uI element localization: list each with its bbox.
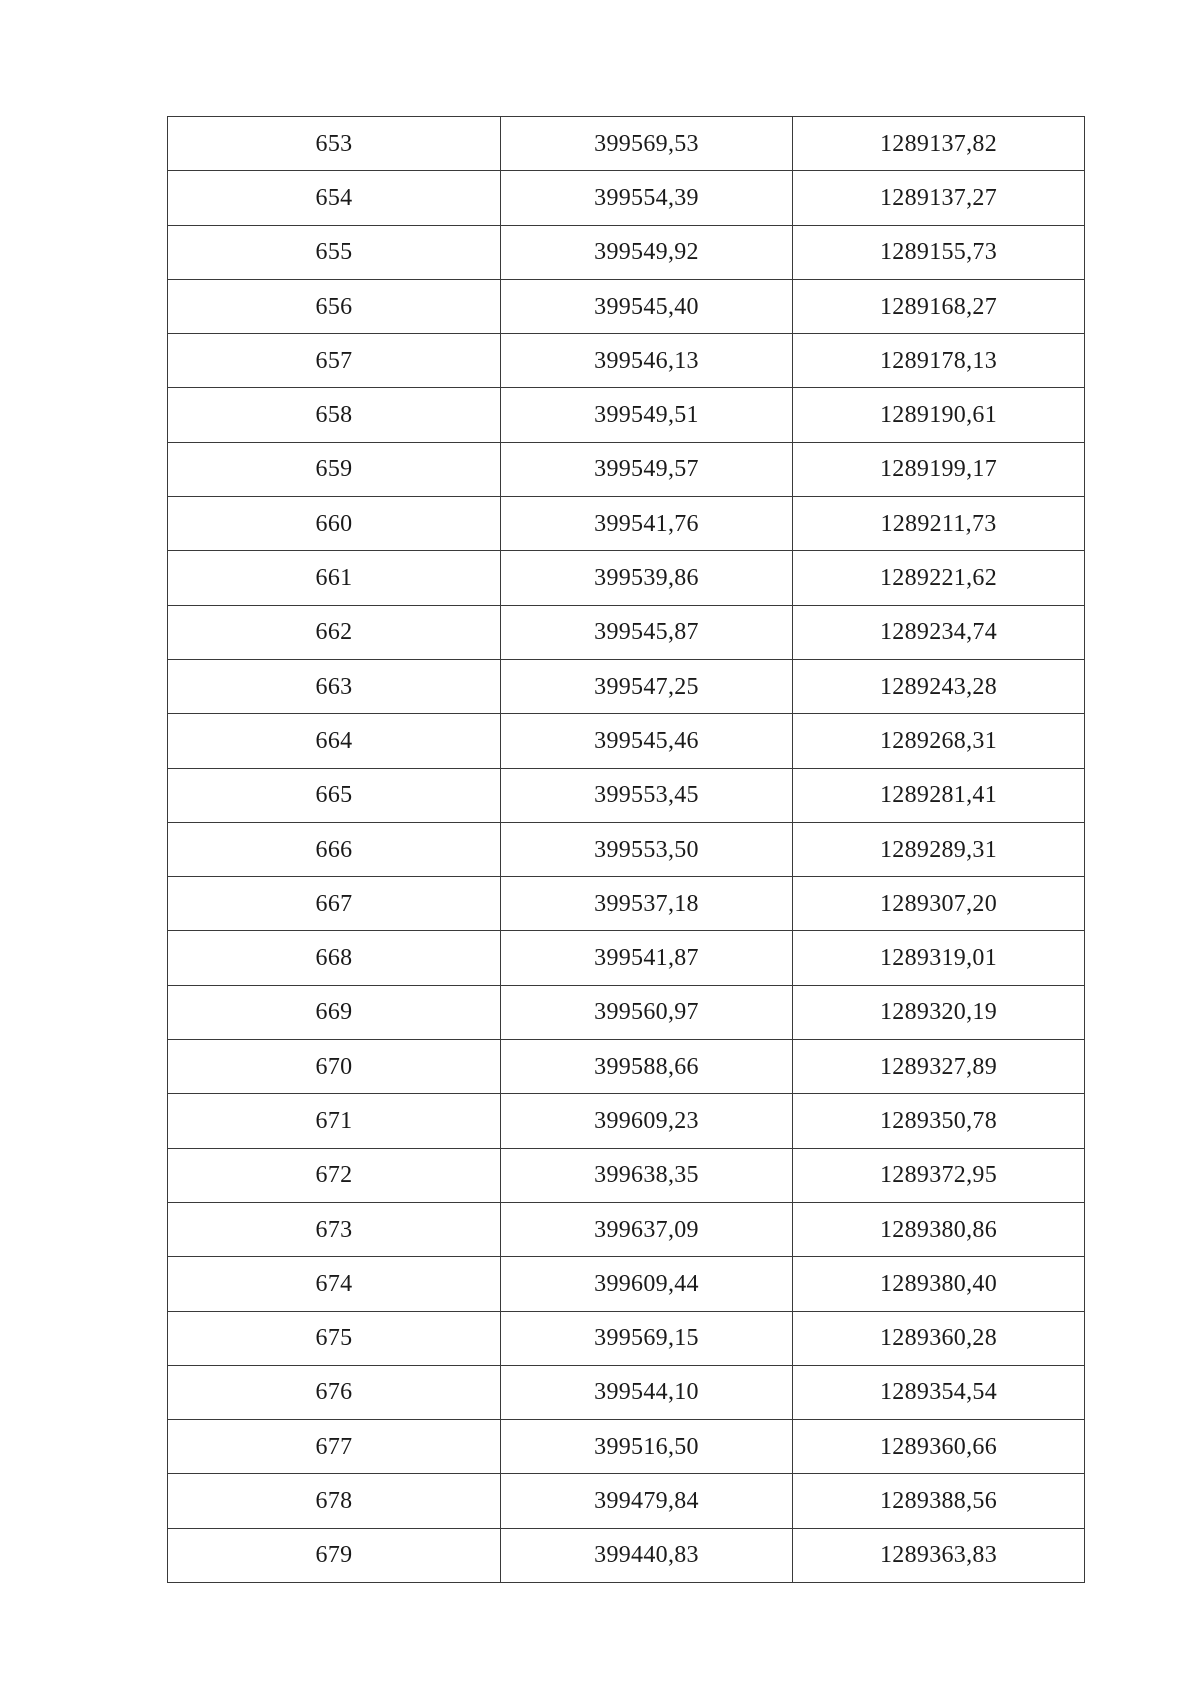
x-coordinate-cell: 399537,18 <box>501 877 793 931</box>
table-row <box>168 117 1085 171</box>
table-row <box>168 985 1085 1039</box>
point-number-cell: 664 <box>168 714 501 768</box>
table-row <box>168 931 1085 985</box>
x-coordinate-cell: 399588,66 <box>501 1040 793 1094</box>
y-coordinate-cell: 1289360,66 <box>793 1420 1085 1474</box>
y-coordinate-cell: 1289307,20 <box>793 877 1085 931</box>
x-coordinate-cell: 399545,87 <box>501 605 793 659</box>
x-coordinate-cell: 399553,50 <box>501 822 793 876</box>
point-number-cell: 666 <box>168 822 501 876</box>
table-row <box>168 334 1085 388</box>
table-row <box>168 497 1085 551</box>
point-number-cell: 673 <box>168 1202 501 1256</box>
point-number-cell: 671 <box>168 1094 501 1148</box>
x-coordinate-cell: 399539,86 <box>501 551 793 605</box>
table-row <box>168 225 1085 279</box>
x-coordinate-cell: 399554,39 <box>501 171 793 225</box>
x-coordinate-cell: 399479,84 <box>501 1474 793 1528</box>
point-number-cell: 677 <box>168 1420 501 1474</box>
y-coordinate-cell: 1289354,54 <box>793 1365 1085 1419</box>
point-number-cell: 670 <box>168 1040 501 1094</box>
point-number-cell: 654 <box>168 171 501 225</box>
y-coordinate-cell: 1289380,40 <box>793 1257 1085 1311</box>
table-row <box>168 551 1085 605</box>
point-number-cell: 672 <box>168 1148 501 1202</box>
point-number-cell: 675 <box>168 1311 501 1365</box>
y-coordinate-cell: 1289243,28 <box>793 659 1085 713</box>
point-number-cell: 679 <box>168 1528 501 1582</box>
table-row <box>168 659 1085 713</box>
y-coordinate-cell: 1289363,83 <box>793 1528 1085 1582</box>
table-row <box>168 1420 1085 1474</box>
table-row <box>168 1148 1085 1202</box>
point-number-cell: 676 <box>168 1365 501 1419</box>
x-coordinate-cell: 399560,97 <box>501 985 793 1039</box>
x-coordinate-cell: 399637,09 <box>501 1202 793 1256</box>
y-coordinate-cell: 1289168,27 <box>793 279 1085 333</box>
y-coordinate-cell: 1289360,28 <box>793 1311 1085 1365</box>
y-coordinate-cell: 1289320,19 <box>793 985 1085 1039</box>
x-coordinate-cell: 399549,92 <box>501 225 793 279</box>
point-number-cell: 659 <box>168 442 501 496</box>
y-coordinate-cell: 1289388,56 <box>793 1474 1085 1528</box>
y-coordinate-cell: 1289199,17 <box>793 442 1085 496</box>
point-number-cell: 657 <box>168 334 501 388</box>
point-number-cell: 658 <box>168 388 501 442</box>
point-number-cell: 665 <box>168 768 501 822</box>
point-number-cell: 653 <box>168 117 501 171</box>
y-coordinate-cell: 1289268,31 <box>793 714 1085 768</box>
y-coordinate-cell: 1289178,13 <box>793 334 1085 388</box>
table-row <box>168 1094 1085 1148</box>
point-number-cell: 678 <box>168 1474 501 1528</box>
point-number-cell: 668 <box>168 931 501 985</box>
y-coordinate-cell: 1289350,78 <box>793 1094 1085 1148</box>
table-row <box>168 388 1085 442</box>
table-row <box>168 768 1085 822</box>
x-coordinate-cell: 399546,13 <box>501 334 793 388</box>
point-number-cell: 669 <box>168 985 501 1039</box>
table-row <box>168 279 1085 333</box>
table-row <box>168 1528 1085 1582</box>
table-row <box>168 1474 1085 1528</box>
x-coordinate-cell: 399609,44 <box>501 1257 793 1311</box>
table-row <box>168 1365 1085 1419</box>
x-coordinate-cell: 399544,10 <box>501 1365 793 1419</box>
x-coordinate-cell: 399549,51 <box>501 388 793 442</box>
y-coordinate-cell: 1289137,82 <box>793 117 1085 171</box>
table-row <box>168 877 1085 931</box>
point-number-cell: 656 <box>168 279 501 333</box>
x-coordinate-cell: 399609,23 <box>501 1094 793 1148</box>
y-coordinate-cell: 1289372,95 <box>793 1148 1085 1202</box>
y-coordinate-cell: 1289190,61 <box>793 388 1085 442</box>
y-coordinate-cell: 1289234,74 <box>793 605 1085 659</box>
y-coordinate-cell: 1289327,89 <box>793 1040 1085 1094</box>
x-coordinate-cell: 399569,15 <box>501 1311 793 1365</box>
table-row <box>168 1311 1085 1365</box>
point-number-cell: 662 <box>168 605 501 659</box>
table-row <box>168 442 1085 496</box>
x-coordinate-cell: 399440,83 <box>501 1528 793 1582</box>
x-coordinate-cell: 399545,46 <box>501 714 793 768</box>
point-number-cell: 661 <box>168 551 501 605</box>
y-coordinate-cell: 1289221,62 <box>793 551 1085 605</box>
x-coordinate-cell: 399547,25 <box>501 659 793 713</box>
x-coordinate-cell: 399549,57 <box>501 442 793 496</box>
table-row <box>168 714 1085 768</box>
y-coordinate-cell: 1289380,86 <box>793 1202 1085 1256</box>
coordinates-table <box>167 116 1085 1583</box>
y-coordinate-cell: 1289289,31 <box>793 822 1085 876</box>
x-coordinate-cell: 399638,35 <box>501 1148 793 1202</box>
x-coordinate-cell: 399516,50 <box>501 1420 793 1474</box>
point-number-cell: 663 <box>168 659 501 713</box>
point-number-cell: 655 <box>168 225 501 279</box>
table-row <box>168 1040 1085 1094</box>
table-row <box>168 171 1085 225</box>
x-coordinate-cell: 399545,40 <box>501 279 793 333</box>
table-row <box>168 1257 1085 1311</box>
y-coordinate-cell: 1289137,27 <box>793 171 1085 225</box>
x-coordinate-cell: 399569,53 <box>501 117 793 171</box>
table-row <box>168 1202 1085 1256</box>
x-coordinate-cell: 399553,45 <box>501 768 793 822</box>
x-coordinate-cell: 399541,76 <box>501 497 793 551</box>
y-coordinate-cell: 1289155,73 <box>793 225 1085 279</box>
coordinates-table-body <box>168 117 1085 1583</box>
point-number-cell: 674 <box>168 1257 501 1311</box>
point-number-cell: 660 <box>168 497 501 551</box>
x-coordinate-cell: 399541,87 <box>501 931 793 985</box>
y-coordinate-cell: 1289281,41 <box>793 768 1085 822</box>
table-row <box>168 605 1085 659</box>
table-row <box>168 822 1085 876</box>
y-coordinate-cell: 1289319,01 <box>793 931 1085 985</box>
point-number-cell: 667 <box>168 877 501 931</box>
y-coordinate-cell: 1289211,73 <box>793 497 1085 551</box>
